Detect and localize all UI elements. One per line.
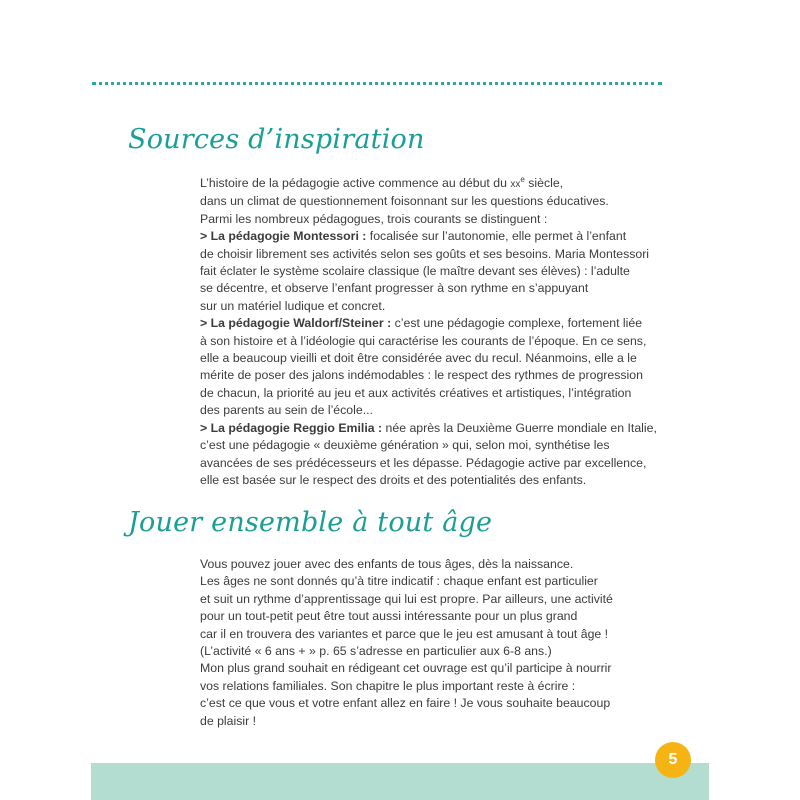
method-heading-reggio: > La pédagogie Reggio Emilia : [200,420,383,435]
paragraph-line: c’est une pédagogie « deuxième génération » qui, selon moi, synthétise les [200,438,610,453]
footer-band [91,763,709,800]
paragraph-line [200,228,680,245]
paragraph-line: Les âges ne sont donnés qu’à titre indicatif : chaque enfant est particulier [200,574,598,589]
paragraph-line [200,175,680,193]
line-text: c’est une pédagogie complexe, fortement liée [391,316,643,331]
paragraph-line: c’est ce que vous et votre enfant allez en faire ! Je vous souhaite beaucoup [200,696,611,711]
line-text: focalisée sur l’autonomie, elle permet à l’enfant [366,229,627,244]
section-title-sources: Sources d’inspiration [128,124,425,155]
method-heading-montessori: > La pédagogie Montessori : [200,229,367,244]
century-numeral: xx [510,179,521,190]
paragraph-line: à son histoire et à l’idéologie qui caractérise les courants de l’époque. En ce sens, [200,333,647,348]
paragraph-line: de plaisir ! [200,713,257,728]
line-text: siècle, [524,176,564,190]
line-text: L’histoire de la pédagogie active commence au début du [200,176,511,190]
paragraph-line: et suit un rythme d’apprentissage qui lui est propre. Par ailleurs, une activité [200,591,613,606]
paragraph-line: avancées de ses prédécesseurs et les dépasse. Pédagogie active par excellence, [200,455,647,470]
dotted-divider [92,82,662,85]
paragraph-line: elle a beaucoup vieilli et doit être considérée avec du recul. Néanmoins, elle a le [200,351,637,366]
paragraph-line: (L’activité « 6 ans + » p. 65 s’adresse en particulier aux 6-8 ans.) [200,644,552,659]
page-number-badge: 5 [655,742,691,778]
paragraph-line: Parmi les nombreux pédagogues, trois courants se distinguent : [200,211,548,226]
paragraph-line: vos relations familiales. Son chapitre le plus important reste à écrire : [200,678,576,693]
paragraph-line: dans un climat de questionnement foisonnant sur les questions éducatives. [200,194,609,209]
paragraph-line [200,420,680,437]
paragraph-line: des parents au sein de l’école... [200,403,373,418]
paragraph-line: fait éclater le système scolaire classique (le maître devant ses élèves) : l’adulte [200,264,630,279]
paragraph-line: Vous pouvez jouer avec des enfants de tous âges, dès la naissance. [200,557,574,571]
section-title-jouer: Jouer ensemble à tout âge [128,507,493,538]
line-text: née après la Deuxième Guerre mondiale en Italie, [382,420,657,435]
paragraph-line: de chacun, la priorité au jeu et aux activités créatives et artistiques, l’intégration [200,385,632,400]
section-body-jouer [200,556,680,730]
paragraph-line: sur un matériel ludique et concret. [200,298,386,313]
paragraph-line: mérite de poser des jalons indémodables : le respect des rythmes de progression [200,368,643,383]
paragraph-line: se décentre, et observe l’enfant progresser à son rythme en s’appuyant [200,281,589,296]
method-heading-waldorf: > La pédagogie Waldorf/Steiner : [200,316,392,331]
superscript: e [520,174,525,184]
paragraph-line: de choisir librement ses activités selon ses goûts et ses besoins. Maria Montessori [200,246,650,261]
paragraph-line: pour un tout-petit peut être tout aussi intéressante pour un plus grand [200,609,578,624]
paragraph-line [200,315,680,332]
paragraph-line: Mon plus grand souhait en rédigeant cet ouvrage est qu’il participe à nourrir [200,661,612,676]
paragraph-line: elle est basée sur le respect des droits et des potentialités des enfants. [200,472,587,487]
section-body-sources [200,175,680,489]
paragraph-line: car il en trouvera des variantes et parce que le jeu est amusant à tout âge ! [200,626,609,641]
